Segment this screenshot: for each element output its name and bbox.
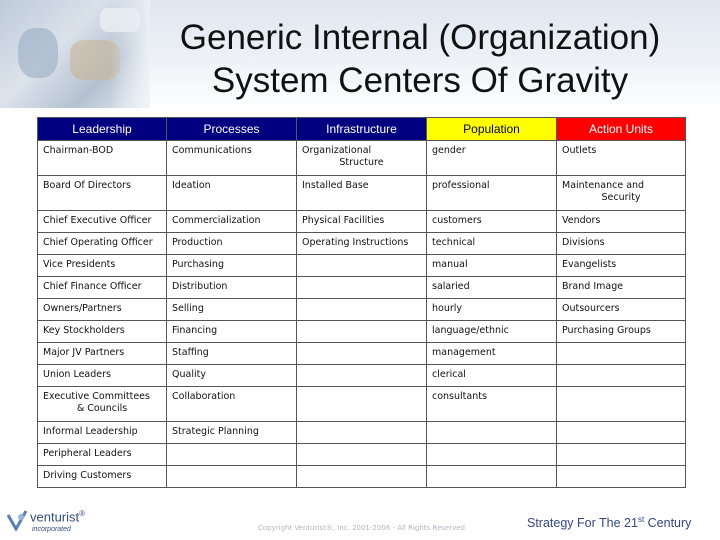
cell-infrastructure	[297, 387, 427, 422]
cell-action-units: Evangelists	[557, 255, 686, 277]
copyright-text: Copyright Venturist®, Inc. 2001-2006 - All Rights Reserved	[258, 524, 465, 532]
table-row	[38, 211, 686, 233]
table-row	[38, 466, 686, 488]
table-row	[38, 321, 686, 343]
cell-action-units	[557, 387, 686, 422]
cell-processes: Purchasing	[167, 255, 297, 277]
cell-processes: Communications	[167, 141, 297, 176]
cell-leadership: Owners/Partners	[38, 299, 167, 321]
cell-population	[427, 422, 557, 444]
header-population: Population	[427, 118, 557, 141]
cell-population: hourly	[427, 299, 557, 321]
table-row	[38, 299, 686, 321]
cell-processes: Distribution	[167, 277, 297, 299]
table-row	[38, 176, 686, 211]
cell-processes: Staffing	[167, 343, 297, 365]
title-line-2: System Centers Of Gravity	[211, 61, 629, 100]
table-row	[38, 387, 686, 422]
cell-infrastructure	[297, 422, 427, 444]
cell-leadership: Chief Executive Officer	[38, 211, 167, 233]
cell-leadership: Chief Operating Officer	[38, 233, 167, 255]
venturist-logo-icon	[6, 509, 28, 531]
cell-leadership: Driving Customers	[38, 466, 167, 488]
cell-population	[427, 466, 557, 488]
header-leadership: Leadership	[38, 118, 167, 141]
cell-action-units	[557, 343, 686, 365]
cell-action-units	[557, 466, 686, 488]
cell-leadership: Chief Finance Officer	[38, 277, 167, 299]
cell-leadership: Union Leaders	[38, 365, 167, 387]
cell-population: salaried	[427, 277, 557, 299]
cell-processes	[167, 444, 297, 466]
cell-action-units: Maintenance and Security	[557, 176, 686, 211]
cell-action-units: Brand Image	[557, 277, 686, 299]
cell-population: gender	[427, 141, 557, 176]
cell-population: clerical	[427, 365, 557, 387]
cell-action-units: Vendors	[557, 211, 686, 233]
header-infrastructure: Infrastructure	[297, 118, 427, 141]
cell-action-units: Outsourcers	[557, 299, 686, 321]
logo-name: venturist®	[30, 509, 86, 525]
cell-processes	[167, 466, 297, 488]
header-processes: Processes	[167, 118, 297, 141]
table-row	[38, 141, 686, 176]
cell-processes: Financing	[167, 321, 297, 343]
table-row	[38, 343, 686, 365]
cell-processes: Quality	[167, 365, 297, 387]
header-action-units: Action Units	[557, 118, 686, 141]
cell-processes: Selling	[167, 299, 297, 321]
logo-subtitle: incorporated	[32, 526, 71, 533]
cell-population: customers	[427, 211, 557, 233]
table-header-row	[38, 118, 686, 141]
cell-population: manual	[427, 255, 557, 277]
cell-processes: Commercialization	[167, 211, 297, 233]
cell-processes: Ideation	[167, 176, 297, 211]
cell-infrastructure	[297, 343, 427, 365]
cell-population	[427, 444, 557, 466]
slide-title	[150, 16, 690, 102]
cell-action-units: Outlets	[557, 141, 686, 176]
cell-action-units: Divisions	[557, 233, 686, 255]
cell-leadership: Board Of Directors	[38, 176, 167, 211]
cell-processes: Production	[167, 233, 297, 255]
cell-infrastructure	[297, 321, 427, 343]
cell-leadership: Key Stockholders	[38, 321, 167, 343]
cell-action-units	[557, 444, 686, 466]
cell-infrastructure	[297, 444, 427, 466]
cell-infrastructure	[297, 277, 427, 299]
table-row	[38, 233, 686, 255]
cell-leadership: Vice Presidents	[38, 255, 167, 277]
cell-leadership: Informal Leadership	[38, 422, 167, 444]
cell-processes: Strategic Planning	[167, 422, 297, 444]
centers-of-gravity-table	[37, 117, 686, 488]
cell-population: technical	[427, 233, 557, 255]
cell-infrastructure: Physical Facilities	[297, 211, 427, 233]
table-row	[38, 365, 686, 387]
cell-processes: Collaboration	[167, 387, 297, 422]
header-photo	[0, 0, 150, 108]
cell-leadership: Chairman-BOD	[38, 141, 167, 176]
venturist-logo	[6, 507, 116, 537]
table-row	[38, 277, 686, 299]
cell-action-units	[557, 365, 686, 387]
cell-infrastructure: Operating Instructions	[297, 233, 427, 255]
cell-infrastructure	[297, 299, 427, 321]
cell-leadership: Peripheral Leaders	[38, 444, 167, 466]
cell-action-units	[557, 422, 686, 444]
cell-population: professional	[427, 176, 557, 211]
cell-infrastructure: Organizational Structure	[297, 141, 427, 176]
cell-population: management	[427, 343, 557, 365]
cell-leadership: Executive Committees & Councils	[38, 387, 167, 422]
cell-action-units: Purchasing Groups	[557, 321, 686, 343]
cell-population: language/ethnic	[427, 321, 557, 343]
table-row	[38, 444, 686, 466]
title-line-1: Generic Internal (Organization)	[179, 18, 661, 57]
table-row	[38, 255, 686, 277]
cell-infrastructure	[297, 466, 427, 488]
footer-tagline: Strategy For The 21st Century	[527, 515, 692, 531]
table-row	[38, 422, 686, 444]
cell-infrastructure: Installed Base	[297, 176, 427, 211]
cell-infrastructure	[297, 255, 427, 277]
cell-leadership: Major JV Partners	[38, 343, 167, 365]
cell-population: consultants	[427, 387, 557, 422]
cell-infrastructure	[297, 365, 427, 387]
